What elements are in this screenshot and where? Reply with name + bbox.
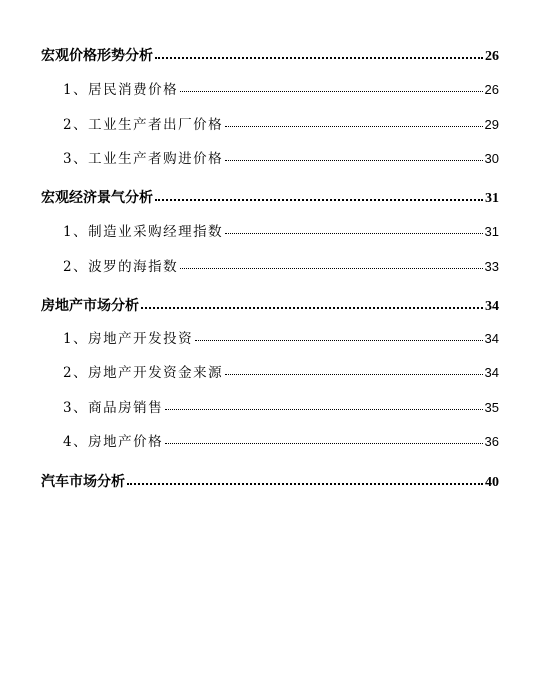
toc-entry-title: 1、制造业采购经理指数 — [63, 224, 224, 240]
toc-entry-title: 房地产市场分析 — [41, 298, 139, 314]
toc-entry-title: 3、工业生产者购进价格 — [63, 151, 224, 167]
toc-entry-title: 2、工业生产者出厂价格 — [63, 117, 224, 133]
toc-dot-leader — [127, 482, 483, 485]
toc-dot-leader — [225, 159, 482, 161]
toc-dot-leader — [165, 408, 482, 410]
toc-entry-ppi[interactable] — [63, 113, 499, 133]
toc-dot-leader — [225, 125, 482, 127]
toc-entry-housing-sales[interactable] — [63, 396, 499, 416]
toc-dot-leader — [225, 232, 482, 234]
toc-entry-title: 2、房地产开发资金来源 — [63, 365, 224, 381]
toc-dot-leader — [141, 306, 483, 309]
toc-entry-baltic[interactable] — [63, 255, 499, 275]
toc-dot-leader — [180, 267, 482, 269]
toc-entry-auto-market[interactable] — [41, 471, 499, 491]
toc-page-number: 40 — [485, 475, 499, 490]
toc-entry-title: 1、房地产开发投资 — [63, 331, 194, 347]
toc-entry-title: 1、居民消费价格 — [63, 82, 179, 98]
toc-dot-leader — [155, 56, 483, 59]
toc-page-number: 33 — [484, 259, 499, 274]
toc-dot-leader — [165, 442, 482, 444]
toc-entry-cpi[interactable] — [63, 78, 499, 98]
toc-entry-macro-sentiment[interactable] — [41, 187, 499, 207]
toc-entry-re-funding[interactable] — [63, 361, 499, 381]
toc-entry-title: 4、房地产价格 — [63, 434, 164, 450]
toc-page-number: 31 — [484, 224, 499, 239]
toc-entry-title: 宏观经济景气分析 — [41, 190, 153, 206]
toc-dot-leader — [195, 339, 482, 341]
toc-entry-macro-price[interactable] — [41, 45, 499, 65]
toc-page-number: 35 — [484, 400, 499, 415]
toc-page-number: 26 — [484, 82, 499, 97]
toc-page-number: 31 — [485, 191, 499, 206]
toc-page-number: 34 — [485, 299, 499, 314]
toc-page-number: 30 — [484, 151, 499, 166]
toc-entry-real-estate[interactable] — [41, 295, 499, 315]
toc-entry-title: 宏观价格形势分析 — [41, 48, 153, 64]
toc-page-number: 34 — [484, 331, 499, 346]
toc-entry-pmi[interactable] — [63, 220, 499, 240]
toc-dot-leader — [155, 198, 483, 201]
toc-page-number: 29 — [484, 117, 499, 132]
toc-entry-re-investment[interactable] — [63, 327, 499, 347]
toc-entry-housing-price[interactable] — [63, 430, 499, 450]
toc-entry-title: 汽车市场分析 — [41, 474, 125, 490]
toc-entry-title: 2、波罗的海指数 — [63, 259, 179, 275]
toc-entry-pipi[interactable] — [63, 147, 499, 167]
toc-dot-leader — [225, 373, 482, 375]
toc-dot-leader — [180, 90, 482, 92]
toc-entry-title: 3、商品房销售 — [63, 400, 164, 416]
toc-page-number: 34 — [484, 365, 499, 380]
toc-page-number: 36 — [484, 434, 499, 449]
toc-page-number: 26 — [485, 49, 499, 64]
